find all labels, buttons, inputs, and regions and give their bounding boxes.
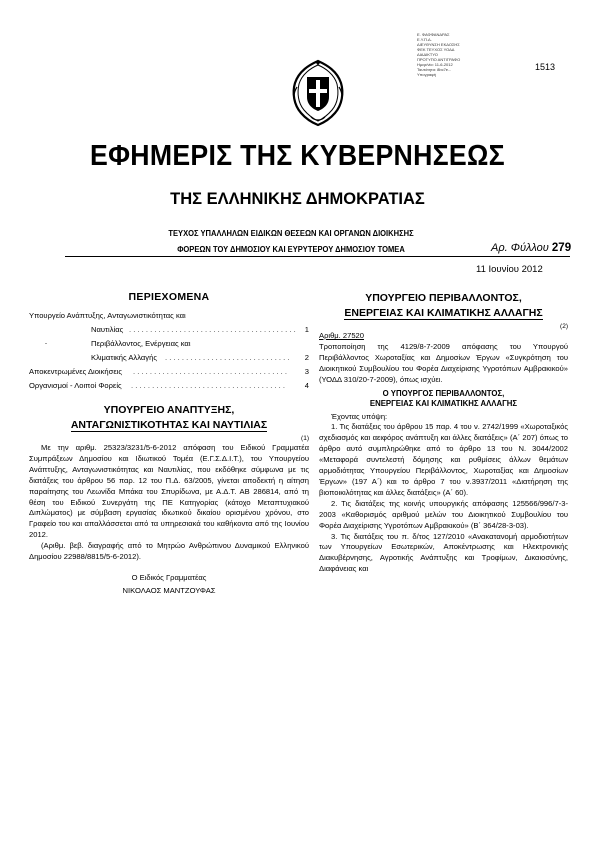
stamp-line: Ταυτότητα: 8bc7e... <box>417 67 452 72</box>
toc-leader: . . . . . . . . . . . . . . . . . . . . . . . . . . . . . . . . . . . . . . . . <box>129 325 296 334</box>
coat-of-arms-emblem <box>289 57 347 127</box>
toc-item-text: Περιβάλλοντος, Ενέργειας και <box>91 339 191 348</box>
section-title-line2 <box>29 418 309 433</box>
signer-name: ΝΙΚΟΛΑΟΣ ΜΑΝΤΖΟΥΦΑΣ <box>122 585 216 595</box>
toc-item-text: Υπουργείο Ανάπτυξης, Ανταγωνιστικότητας και <box>29 311 186 320</box>
toc-item-text: Αποκεντρωμένες Διοικήσεις <box>29 367 123 376</box>
minister-title-line1: Ο ΥΠΟΥΡΓΟΣ ΠΕΡΙΒΑΛΛΟΝΤΟΣ, <box>382 388 505 398</box>
considering-label: Έχοντας υπόψη: <box>331 411 388 421</box>
considering-item: 2. Τις διατάξεις της κοινής υπουργικής απόφασης 125566/996/7-3-2003 «Καθορισμός αριθμού μελών του Διοικητικού Συμβουλίου του Φορέα Διαχείρισης Υγροτόπων Αμβρακικού» (Β΄ 364/28-3-03). <box>319 498 568 530</box>
right-column <box>319 291 568 575</box>
gazette-title: ΕΦΗΜΕΡΙΣ ΤΗΣ ΚΥΒΕΡΝΗΣΕΩΣ <box>90 140 505 172</box>
toc-page: 3 <box>304 367 309 376</box>
sheet-number-value: 279 <box>551 242 572 254</box>
toc-item[interactable] <box>29 323 309 337</box>
section-title-line1: ΥΠΟΥΡΓΕΙΟ ΠΕΡΙΒΑΛΛΟΝΤΟΣ, <box>365 292 522 304</box>
sheet-number <box>491 242 571 254</box>
decision-note: (Αριθμ. βεβ. διαγραφής από το Μητρώο Ανθρώπινου Δυναμικού Ελληνικού Δημοσίου 22988/8815/5-6-2012). <box>29 541 309 562</box>
section-title-text: ΑΝΤΑΓΩΝΙΣΤΙΚΟΤΗΤΑΣ ΚΑΙ ΝΑΥΤΙΛΙΑΣ <box>70 419 268 431</box>
page-number: 1513 <box>535 62 556 72</box>
section-title-line2 <box>319 306 568 321</box>
signer-role: Ο Ειδικός Γραμματέας <box>131 572 207 582</box>
toc-leader: . . . . . . . . . . . . . . . . . . . . . . . . . . . . . . . . . . . . . <box>131 381 286 390</box>
toc-item[interactable] <box>29 365 309 379</box>
section-title-line1: ΥΠΟΥΡΓΕΙΟ ΑΝΑΠΤΥΞΗΣ, <box>103 404 235 416</box>
decision-paragraph: Με την αριθμ. 25323/3231/5-6-2012 απόφαση του Ειδικού Γραμματέα Συμπράξεων Δημοσίου και Ιδιωτικού Τομέα (Ε.Γ.Σ.Δ.Ι.Τ.), του Υπουργείου Ανάπτυξης, Ανταγωνιστικότητας και Ναυτιλίας, που εκδόθηκε σύμφωνα με τις διατάξεις του άρθρου 56 παρ. 12 του Π.Δ. 63/2005, γίνεται αποδεκτή η αίτηση παραίτησης του Λεωνίδα Μπάκα του Σπυρίδωνα, με Α.Δ.Τ. ΑΒ 286814, από τη θέση του Ειδικού Συνεργάτη της ΠΕ Κατηγορίας (κάτοχο Μεταπτυχιακού Διπλώματος) με σύμβαση εργασίας ιδιωτικού δικαίου ορισμένου χρόνου, στο Γραφείο του και απαλλάσσεται από τα υπηρεσιακά του καθήκοντα από της Ιουνίου 2012. <box>29 443 309 540</box>
toc-item-text: Κλιματικής Αλλαγής <box>91 353 157 362</box>
issue-type-line1: ΤΕΥΧΟΣ ΥΠΑΛΛΗΛΩΝ ΕΙΔΙΚΩΝ ΘΕΣΕΩΝ ΚΑΙ ΟΡΓΑΝΩΝ ΔΙΟΙΚΗΣΗΣ <box>168 228 414 238</box>
stamp-line: Ημερ/νία: 11-6-2012 <box>417 62 453 67</box>
toc-title: ΠΕΡΙΕΧΟΜΕΝΑ <box>128 291 210 303</box>
toc-item[interactable] <box>29 337 309 351</box>
toc-item[interactable] <box>29 379 309 393</box>
stamp-line: ΠΡΟΤΥΠΟ ΑΝΤΙΓΡΑΦΟ <box>417 57 461 62</box>
issue-date: 11 Ιουνίου 2012 <box>476 264 543 275</box>
stamp-line: Υπογραφή <box>417 72 437 77</box>
toc-page: 2 <box>304 353 309 362</box>
toc-page: 1 <box>304 325 309 334</box>
minister-title-line2: ΕΝΕΡΓΕΙΑΣ ΚΑΙ ΚΛΙΜΑΤΙΚΗΣ ΑΛΛΑΓΗΣ <box>369 398 518 408</box>
decision-number: (1) <box>301 435 309 442</box>
decision-ref-number: Αριθμ. 27520 <box>319 331 365 340</box>
toc-item-text: Ναυτιλίας <box>91 325 124 334</box>
stamp-line: Ε. ΦΑΦΦΑΝΔΡΑΣ <box>417 32 450 37</box>
header-divider <box>65 256 570 257</box>
left-column <box>29 291 309 597</box>
section-title-text: ΕΝΕΡΓΕΙΑΣ ΚΑΙ ΚΛΙΜΑΤΙΚΗΣ ΑΛΛΑΓΗΣ <box>344 307 543 319</box>
gazette-subtitle: ΤΗΣ ΕΛΛΗΝΙΚΗΣ ΔΗΜΟΚΡΑΤΙΑΣ <box>170 190 425 208</box>
stamp-line: ΔΙΑΔΙΚΤΥΟ <box>417 52 438 57</box>
considering-item: 1. Τις διατάξεις του άρθρου 15 παρ. 4 του ν. 2742/1999 «Χωροταξικός σχεδιασμός και αειφόρος ανάπτυξη και άλλες διατάξεις» (Α΄ 207) όπως το άρθρο αυτό συμπληρώθηκε από το άρθρο 13 του Ν. 3044/2002 «Μεταφορά συντελεστή δόμησης και ρυθμίσεις άλλων θεμάτων αρμοδιότητας Υπουργείου Περιβάλλοντος, Χωροταξίας και Δημοσίων Έργων» (197 Α΄) και το άρθρο 7 του ν.3937/2011 «Διατήρηση της βιοποικιλότητας και άλλες διατάξεις» (Α΄ 60). <box>319 422 568 497</box>
stamp-line: Ε.Υ.Π.Δ. <box>417 37 432 42</box>
dash-marker: - <box>45 341 47 347</box>
toc-leader: . . . . . . . . . . . . . . . . . . . . . . . . . . . . . . <box>165 353 290 362</box>
stamp-line: ΦΕΚ ΤΕΥΧΟΣ ΥΟΔΔ <box>417 47 455 52</box>
toc-page: 4 <box>304 381 309 390</box>
toc-item[interactable] <box>29 309 309 323</box>
issue-type-line2: ΦΟΡΕΩΝ ΤΟΥ ΔΗΜΟΣΙΟΥ ΚΑΙ ΕΥΡΥΤΕΡΟΥ ΔΗΜΟΣΙΟΥ ΤΟΜΕΑ <box>177 244 405 254</box>
stamp-line: ΔΙΕΥΘΥΝΣΗ ΕΚΔΟΣΗΣ <box>417 42 460 47</box>
decision-subject: Τροποποίηση της 4129/8-7-2009 απόφασης του Υπουργού Περιβάλλοντος Χωροταξίας και Δημοσίων Έργων «Συγκρότηση του Διοικητικού Συμβουλίου του Φορέα Διαχείρισης Υγροτόπων Αμβρακικού» (ΥΟΔΔ 310/20-7-2009), όπως ισχύει. <box>319 341 568 384</box>
toc-leader: . . . . . . . . . . . . . . . . . . . . . . . . . . . . . . . . . . . . . <box>133 367 288 376</box>
digital-signature-stamp <box>417 32 527 77</box>
toc-item-text: Οργανισμοί - Λοιποί Φορείς <box>29 381 122 390</box>
decision-number: (2) <box>560 323 568 330</box>
decision-ref <box>319 331 568 342</box>
considering-item: 3. Τις διατάξεις του π. δ/τος 127/2010 «Ανακατανομή αρμοδιοτήτων των Υπουργείων Εσωτερικών, Αποκέντρωσης και Ηλεκτρονικής Διακυβέρνησης, Αγροτικής Ανάπτυξης και Τροφίμων, Δικαιοσύνης, Διαφάνειας και <box>319 531 568 574</box>
sheet-label: Αρ. Φύλλου <box>491 242 549 254</box>
toc-item[interactable] <box>29 351 309 365</box>
